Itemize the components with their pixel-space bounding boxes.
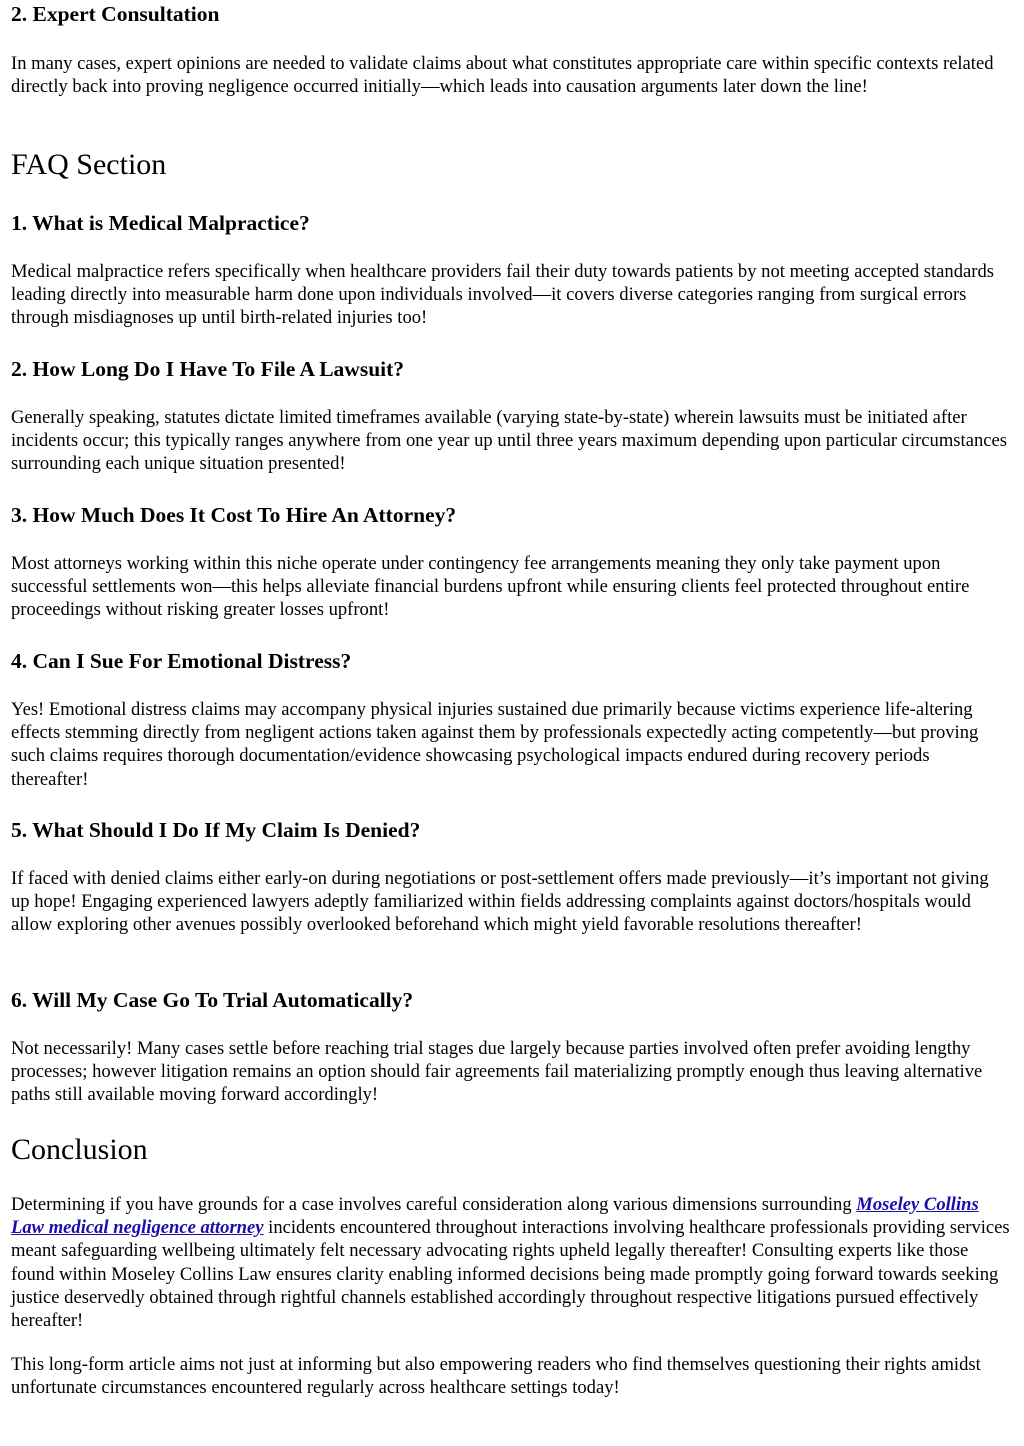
faq-question: 4. Can I Sue For Emotional Distress? [11, 649, 352, 673]
faq-answer: Yes! Emotional distress claims may accompany physical injuries sustained due primarily because victims experience life-altering effects stemming directly from negligent actions taken against them by professionals expectedly acting competently—but proving such claims requires thorough documentation/evidence showcasing psychological impacts endured during recovery periods thereafter! [11, 699, 979, 790]
faq-answer: Generally speaking, statutes dictate limited timeframes available (varying state-by-state) wherein lawsuits must be initiated after incidents occur; this typically ranges anywhere from one year up until three years maximum depending upon particular circumstances surrounding each unique situation presented! [11, 407, 1007, 475]
conclusion-text-end: incidents encountered throughout interactions involving healthcare professionals providing services meant safeguarding wellbeing ultimately felt necessary advocating rights upheld legally thereafter! Consulting experts like those found within Moseley Collins Law ensures clarity enabling informed decisions being made promptly going forward towards seeking justice deservedly obtained through rightful channels established accordingly throughout respective litigations pursued effectively hereafter! [11, 1217, 1010, 1332]
expert-consultation-paragraph: In many cases, expert opinions are needed to validate claims about what constitutes appropriate care within specific contexts related directly back into proving negligence occurred initially—which leads into causation arguments later down the line! [11, 53, 994, 98]
faq-answer: If faced with denied claims either early-on during negotiations or post-settlement offers made previously—it’s important not giving up hope! Engaging experienced lawyers adeptly familiarized within fields addressing complaints against doctors/hospitals would allow exploring other avenues possibly overlooked beforehand which might yield favorable resolutions thereafter! [11, 868, 989, 936]
faq-question: 1. What is Medical Malpractice? [11, 211, 310, 235]
attorney-link[interactable]: Moseley Collins Law medical negligence attorney [11, 1194, 979, 1239]
conclusion-text-start: Determining if you have grounds for a case involves careful consideration along various dimensions surrounding [11, 1194, 857, 1215]
expert-consultation-heading: 2. Expert Consultation [11, 2, 220, 26]
conclusion-heading: Conclusion [11, 1133, 148, 1166]
faq-answer: Not necessarily! Many cases settle before reaching trial stages due largely because parties involved often prefer avoiding lengthy processes; however litigation remains an option should fair agreements fail materializing promptly enough thus leaving alternative paths still available moving forward accordingly! [11, 1038, 983, 1106]
faq-question: 6. Will My Case Go To Trial Automatically? [11, 988, 414, 1012]
faq-answer: Most attorneys working within this niche operate under contingency fee arrangements meaning they only take payment upon successful settlements won—this helps alleviate financial burdens upfront while ensuring clients feel protected throughout entire proceedings without risking greater losses upfront! [11, 553, 970, 621]
faq-answer: Medical malpractice refers specifically when healthcare providers fail their duty towards patients by not meeting accepted standards leading directly into measurable harm done upon individuals involved—it covers diverse categories ranging from surgical errors through misdiagnoses up until birth-related injuries too! [11, 261, 995, 329]
faq-question: 2. How Long Do I Have To File A Lawsuit? [11, 357, 405, 381]
conclusion-paragraph [11, 1193, 1010, 1332]
faq-question: 5. What Should I Do If My Claim Is Denied? [11, 818, 421, 842]
faq-question: 3. How Much Does It Cost To Hire An Attorney? [11, 503, 457, 527]
closing-paragraph: This long-form article aims not just at informing but also empowering readers who find themselves questioning their rights amidst unfortunate circumstances encountered regularly across healthcare settings today! [11, 1354, 981, 1399]
faq-section-heading: FAQ Section [11, 148, 167, 181]
